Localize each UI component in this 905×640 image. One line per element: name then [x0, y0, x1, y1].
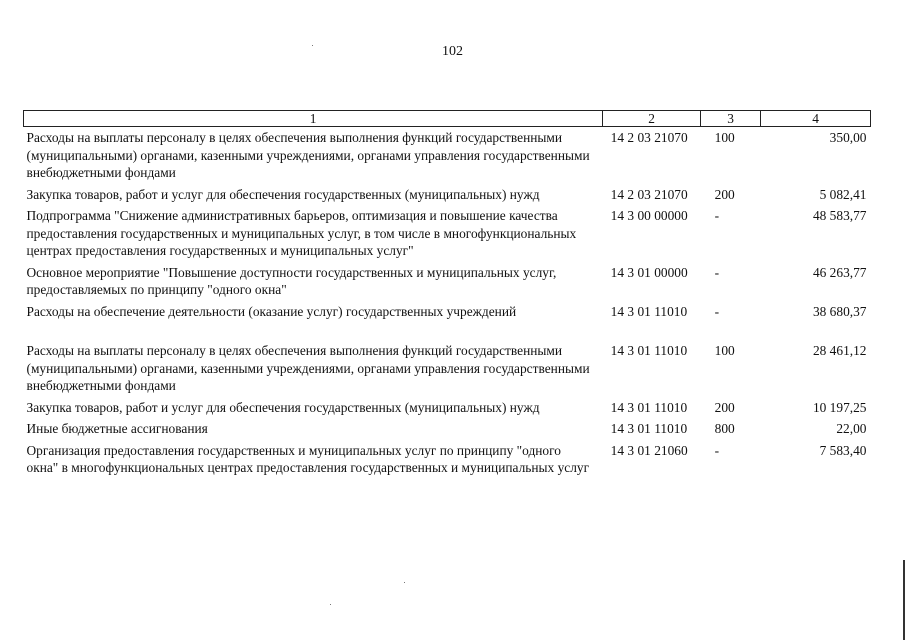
- scan-speck: [312, 45, 313, 46]
- budget-table: [23, 110, 871, 479]
- row-code: 14 3 01 00000: [610, 264, 688, 280]
- row-amount: 38 680,37: [812, 303, 867, 319]
- row-type: -: [714, 264, 720, 280]
- column-header-2: 2: [603, 111, 701, 127]
- row-code: 14 3 00 00000: [610, 208, 688, 223]
- row-amount: 10 197,25: [812, 399, 867, 415]
- row-type: -: [714, 303, 720, 319]
- column-header-4: 4: [761, 111, 871, 127]
- row-code: 14 3 01 11010: [610, 399, 688, 415]
- row-type: 100: [714, 130, 735, 145]
- row-type: -: [714, 208, 720, 223]
- row-name: Расходы на выплаты персоналу в целях обеспечения выполнения функций государственными (муниципальными) органами, казенными учреждениями, органами управления государственными внебюджетными фондами: [26, 130, 590, 180]
- row-amount: 350,00: [829, 130, 867, 145]
- row-name: Основное мероприятие "Повышение доступности государственных и муниципальных услуг, предоставляемых по принципу "одного окна": [26, 264, 557, 297]
- page-number: 102: [442, 44, 463, 59]
- table-row: [24, 184, 871, 206]
- row-amount: 5 082,41: [819, 186, 867, 202]
- row-type: 200: [714, 186, 735, 202]
- table-row: [24, 418, 871, 440]
- table-row: [24, 440, 871, 479]
- table-row: [24, 205, 871, 262]
- scan-speck: [404, 582, 405, 583]
- table-row: [24, 322, 871, 397]
- row-type: 800: [714, 421, 735, 436]
- row-type: -: [714, 442, 720, 458]
- table-row: [24, 127, 871, 184]
- row-amount: 28 461,12: [812, 343, 867, 358]
- table-row: [24, 301, 871, 323]
- row-amount: 48 583,77: [812, 208, 867, 223]
- row-name: Расходы на выплаты персоналу в целях обеспечения выполнения функций государственными (муниципальными) органами, казенными учреждениями, органами управления государственными внебюджетными фондами: [26, 343, 590, 393]
- row-name: Закупка товаров, работ и услуг для обеспечения государственных (муниципальных) нужд: [26, 186, 540, 202]
- row-type: 200: [714, 399, 735, 415]
- table-row: [24, 397, 871, 419]
- row-name: Закупка товаров, работ и услуг для обеспечения государственных (муниципальных) нужд: [26, 399, 540, 415]
- row-amount: 7 583,40: [819, 442, 867, 458]
- table-row: [24, 262, 871, 301]
- row-code: 14 2 03 21070: [610, 186, 688, 202]
- row-name: Иные бюджетные ассигнования: [26, 421, 208, 436]
- row-code: 14 2 03 21070: [610, 130, 688, 145]
- row-name: Организация предоставления государственных и муниципальных услуг по принципу "одного окна" в многофункциональных центрах предоставления государственных и муниципальных услуг: [26, 442, 590, 475]
- row-name: Расходы на обеспечение деятельности (оказание услуг) государственных учреждений: [26, 303, 517, 319]
- row-code: 14 3 01 11010: [610, 343, 688, 358]
- scan-speck: [330, 604, 331, 605]
- row-type: 100: [714, 343, 735, 358]
- row-code: 14 3 01 11010: [610, 421, 688, 436]
- column-header-3: 3: [701, 111, 761, 127]
- table-header-row: [24, 111, 871, 127]
- row-code: 14 3 01 21060: [610, 442, 688, 458]
- column-header-1: 1: [24, 111, 603, 127]
- row-code: 14 3 01 11010: [610, 303, 688, 319]
- row-amount: 46 263,77: [812, 264, 867, 280]
- row-amount: 22,00: [836, 421, 867, 436]
- row-name: Подпрограмма "Снижение административных барьеров, оптимизация и повышение качества предоставления государственных и муниципальных услуг, в том числе в многофункциональных центрах предоставления государственных и муниципальных услуг": [26, 208, 577, 258]
